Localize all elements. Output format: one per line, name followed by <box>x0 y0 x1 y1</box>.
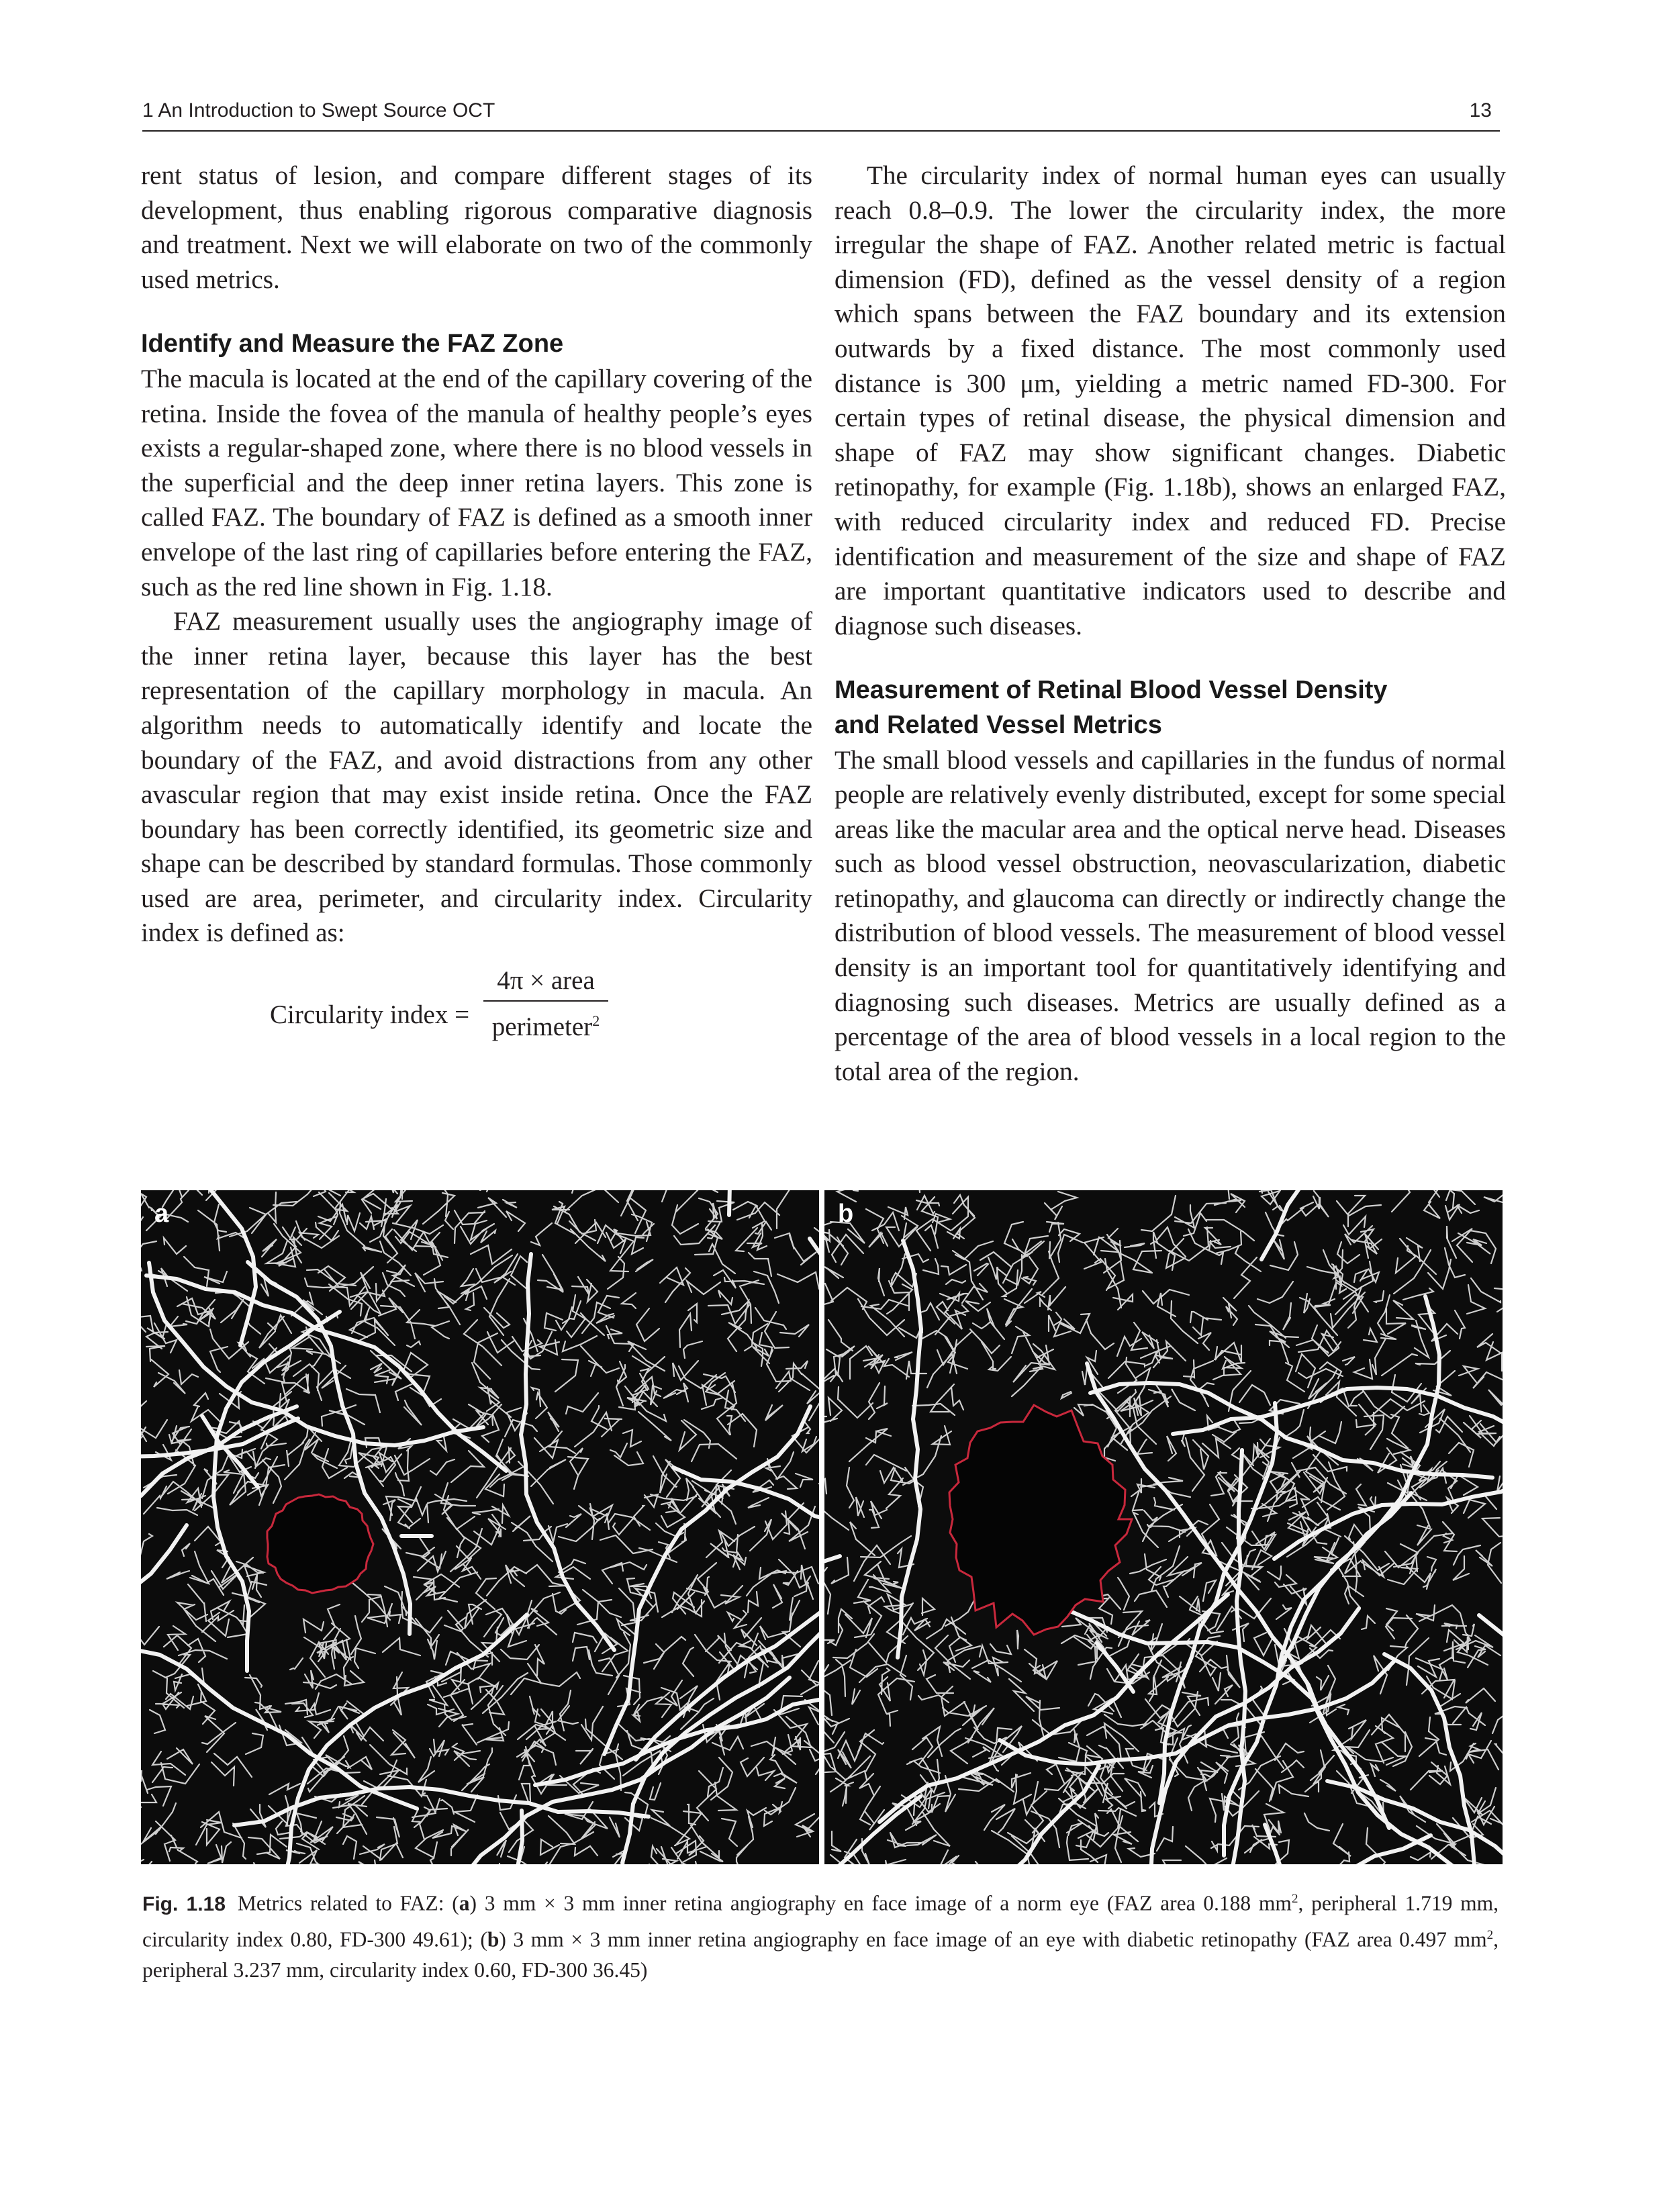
panel-label-b: b <box>838 1200 854 1228</box>
faz-boundary <box>949 1405 1132 1635</box>
running-header <box>142 97 1498 126</box>
figure-panel-b <box>824 1190 1503 1864</box>
faz-boundary <box>267 1494 373 1593</box>
caption-label: Fig. 1.18 <box>142 1892 226 1915</box>
paragraph: The macula is located at the end of the capillary covering of the retina. Inside the fovea of the manula of healthy people’s eyes exists a regular-shaped zone, where there is no blood vessels in the superficial and the deep inner retina layers. This zone is called FAZ. The boundary of FAZ is defined as a smooth inner envelope of the last ring of capillaries before entering the FAZ, such as the red line shown in Fig. 1.18. <box>141 364 812 602</box>
page-number: 13 <box>1469 99 1492 122</box>
formula-fraction <box>483 964 608 1042</box>
panel-label-a: a <box>154 1200 169 1228</box>
large-vessels <box>141 1190 819 1864</box>
paragraph: rent status of lesion, and compare different stages of its development, thus enabling rigorous comparative diagnosis and treatment. Next we will elaborate on two of the commonly used metrics. <box>141 161 812 294</box>
formula-lhs: Circularity index = <box>270 1000 470 1030</box>
paragraph: The small blood vessels and capillaries in the fundus of normal people are relatively evenly distributed, except for some special areas like the macular area and the optical nerve head. Diseases such as blood vessel obstruction, neovascularization, diabetic retinopathy, and glaucoma can directly or indirectly change the distribution of blood vessels. The measurement of blood vessel density is an important tool for quantitatively identifying and diagnosing such diseases. Metrics are usually defined as a percentage of the area of blood vessels in a local region to the total area of the region. <box>835 745 1506 1086</box>
chapter-title: 1 An Introduction to Swept Source OCT <box>142 99 495 122</box>
section-heading: Identify and Measure the FAZ Zone <box>141 330 564 358</box>
figure-caption: Fig. 1.18 Metrics related to FAZ: (a) 3 mm × 3 mm inner retina angiography en face image of a norm eye (FAZ area 0.188 $mm^2$, peripheral 1.719 mm, circularity index 0.80, FD-300 49.61); (b) 3 mm × 3 mm inner retina angiography en face image of an eye with diabetic retinopathy (FAZ area 0.497 $mm^2$, peripheral 3.237 mm, circularity index 0.60, FD-300 36.45) <box>142 1891 1498 1982</box>
section-heading: Measurement of Retinal Blood Vessel Density and Related Vessel Metrics <box>835 676 1388 739</box>
angiography-image-diabetic <box>824 1190 1503 1864</box>
right-column <box>835 158 1506 1089</box>
paragraph: The circularity index of normal human eyes can usually reach 0.8–0.9. The lower the circularity index, the more irregular the shape of FAZ. Another related metric is factual dimension (FD), defined as the vessel density of a region which spans between the FAZ boundary and its extension outwards by a fixed distance. The most commonly used distance is 300 μm, yielding a metric named FD-300. For certain types of retinal disease, the physical dimension and shape of FAZ may show significant changes. Diabetic retinopathy, for example (Fig. 1.18b), shows an enlarged FAZ, with reduced circularity index and reduced FD. Precise identification and measurement of the size and shape of FAZ are important quantitative indicators used to describe and diagnose such diseases. <box>835 161 1506 640</box>
capillary-mesh <box>141 1190 819 1864</box>
fraction-bar <box>483 1000 608 1002</box>
angiography-image-normal <box>141 1190 819 1864</box>
formula-exponent: 2 <box>592 1012 600 1030</box>
left-column <box>141 158 812 1065</box>
circularity-formula <box>141 964 812 1065</box>
figure-panel-a <box>141 1190 819 1864</box>
formula-denominator: perimeter$^2$ <box>491 1012 600 1042</box>
paragraph: FAZ measurement usually uses the angiography image of the inner retina layer, because this layer has the best representation of the capillary morphology in macula. An algorithm needs to automatically identify and locate the boundary of the FAZ, and avoid distractions from any other avascular region that may exist inside retina. Once the FAZ boundary has been correctly identified, its geometric size and shape can be described by standard formulas. Those commonly used are area, perimeter, and circularity index. Circularity index is defined as: <box>141 607 812 948</box>
header-rule <box>142 130 1500 132</box>
formula-numerator: 4π × area <box>497 966 595 996</box>
